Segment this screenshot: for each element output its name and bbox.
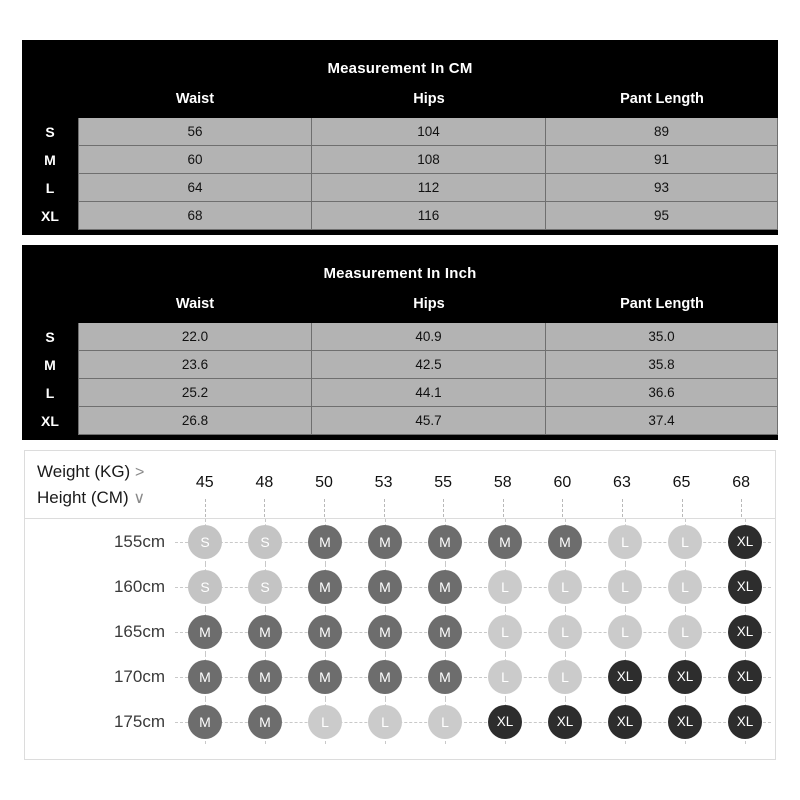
table-cell: 25.2	[78, 379, 312, 407]
size-bubble: L	[548, 660, 582, 694]
weight-tick	[235, 451, 295, 518]
weight-tick	[413, 451, 473, 518]
size-bubble: M	[308, 525, 342, 559]
matrix-cell	[235, 564, 295, 609]
measurement-table-inch	[22, 245, 778, 440]
table-cell: 112	[312, 174, 546, 202]
weight-value: 58	[493, 474, 512, 491]
size-bubble: M	[428, 525, 462, 559]
height-label: 160cm	[113, 576, 165, 596]
matrix-cell	[175, 609, 235, 654]
column-header-pant-length: Pant Length	[546, 285, 778, 323]
height-label: 165cm	[113, 621, 165, 641]
size-bubble: S	[248, 570, 282, 604]
table-cell: 35.0	[546, 323, 778, 351]
matrix-cell	[295, 699, 355, 744]
row-size-label: L	[22, 379, 78, 407]
weight-value: 68	[732, 474, 751, 491]
table-cell: 26.8	[78, 407, 312, 435]
size-bubble: L	[548, 570, 582, 604]
matrix-cell	[655, 609, 715, 654]
matrix-cell	[475, 564, 535, 609]
size-bubble: L	[548, 615, 582, 649]
table-cell: 68	[78, 202, 312, 230]
tick-dash	[562, 499, 564, 517]
size-bubble: L	[488, 660, 522, 694]
matrix-row-cells	[175, 699, 775, 744]
table-header-corner	[22, 80, 78, 118]
matrix-cell	[715, 654, 775, 699]
tick-dash	[264, 499, 266, 517]
row-size-label: S	[22, 118, 78, 146]
tick-dash	[205, 499, 207, 517]
size-bubble: XL	[728, 705, 762, 739]
row-size-label: XL	[22, 407, 78, 435]
tick-dash	[324, 499, 326, 517]
table-title-inch: Measurement In Inch	[323, 265, 477, 282]
size-bubble: M	[188, 705, 222, 739]
weight-value: 65	[672, 474, 691, 491]
size-bubble: XL	[668, 705, 702, 739]
matrix-axis-labels	[37, 459, 197, 511]
matrix-row	[25, 699, 775, 744]
size-bubble: L	[608, 525, 642, 559]
height-label: 175cm	[113, 711, 165, 731]
tick-dash	[503, 499, 505, 517]
size-bubble: XL	[728, 525, 762, 559]
table-cell: 42.5	[312, 351, 546, 379]
matrix-row-cells	[175, 564, 775, 609]
matrix-cell	[235, 699, 295, 744]
tick-dash	[741, 499, 743, 517]
weight-value: 63	[613, 474, 631, 491]
matrix-cell	[655, 699, 715, 744]
table-cell: 116	[312, 202, 546, 230]
matrix-cell	[475, 699, 535, 744]
size-bubble: S	[188, 525, 222, 559]
size-bubble: L	[608, 615, 642, 649]
matrix-row-cells	[175, 609, 775, 654]
height-label: 155cm	[113, 531, 165, 551]
table-grid-inch	[22, 285, 778, 435]
matrix-cell	[415, 699, 475, 744]
column-header-waist: Waist	[78, 80, 312, 118]
column-header-hips: Hips	[312, 285, 546, 323]
size-bubble: L	[608, 570, 642, 604]
matrix-cell	[235, 654, 295, 699]
size-bubble: S	[248, 525, 282, 559]
table-cell: 40.9	[312, 323, 546, 351]
matrix-cell	[295, 609, 355, 654]
size-bubble: XL	[668, 660, 702, 694]
matrix-cell	[595, 519, 655, 564]
size-bubble: L	[368, 705, 402, 739]
weight-tick	[354, 451, 414, 518]
table-cell: 60	[78, 146, 312, 174]
matrix-cell	[595, 564, 655, 609]
matrix-cell	[415, 609, 475, 654]
weight-value: 45	[195, 474, 214, 491]
matrix-cell	[595, 654, 655, 699]
size-bubble: M	[428, 660, 462, 694]
table-title-cm: Measurement In CM	[327, 60, 473, 77]
size-bubble: L	[668, 525, 702, 559]
size-bubble: M	[368, 570, 402, 604]
matrix-cell	[715, 609, 775, 654]
matrix-row	[25, 654, 775, 699]
size-bubble: XL	[608, 660, 642, 694]
weight-axis-label	[37, 459, 197, 485]
size-bubble: M	[308, 615, 342, 649]
matrix-cell	[655, 564, 715, 609]
tick-dash	[682, 499, 684, 517]
size-bubble: L	[668, 615, 702, 649]
table-grid-cm	[22, 80, 778, 230]
size-bubble: M	[248, 615, 282, 649]
column-header-waist: Waist	[78, 285, 312, 323]
table-cell: 45.7	[312, 407, 546, 435]
matrix-cell	[355, 654, 415, 699]
matrix-cell	[715, 564, 775, 609]
table-cell: 89	[546, 118, 778, 146]
table-cell: 35.8	[546, 351, 778, 379]
tick-dash	[622, 499, 624, 517]
size-bubble: M	[248, 660, 282, 694]
weight-tick	[533, 451, 593, 518]
matrix-cell	[415, 564, 475, 609]
size-bubble: M	[548, 525, 582, 559]
matrix-header	[25, 451, 775, 519]
size-bubble: XL	[488, 705, 522, 739]
matrix-row-cells	[175, 519, 775, 564]
weight-value: 55	[434, 474, 453, 491]
weight-tick	[294, 451, 354, 518]
matrix-cell	[595, 699, 655, 744]
table-cell: 22.0	[78, 323, 312, 351]
matrix-cell	[535, 654, 595, 699]
matrix-row	[25, 519, 775, 564]
size-bubble: M	[368, 615, 402, 649]
matrix-row-cells	[175, 654, 775, 699]
height-axis-label	[37, 485, 197, 511]
row-size-label: M	[22, 146, 78, 174]
size-bubble: M	[368, 525, 402, 559]
size-bubble: L	[488, 615, 522, 649]
size-bubble: S	[188, 570, 222, 604]
row-size-label: S	[22, 323, 78, 351]
weight-value: 60	[553, 474, 572, 491]
matrix-cell	[175, 519, 235, 564]
height-axis-text: Height (CM)	[37, 488, 129, 507]
size-bubble: M	[488, 525, 522, 559]
size-bubble: M	[308, 570, 342, 604]
matrix-cell	[295, 564, 355, 609]
table-cell: 108	[312, 146, 546, 174]
matrix-cell	[475, 654, 535, 699]
size-bubble: M	[188, 660, 222, 694]
matrix-cell	[175, 699, 235, 744]
weight-tick	[711, 451, 771, 518]
size-bubble: XL	[548, 705, 582, 739]
row-size-label: L	[22, 174, 78, 202]
matrix-cell	[475, 609, 535, 654]
table-cell: 36.6	[546, 379, 778, 407]
weight-value: 48	[255, 474, 274, 491]
tick-dash	[443, 499, 445, 517]
size-bubble: L	[668, 570, 702, 604]
size-bubble: M	[428, 570, 462, 604]
matrix-cell	[235, 609, 295, 654]
table-cell: 56	[78, 118, 312, 146]
height-label: 170cm	[113, 666, 165, 686]
matrix-cell	[655, 519, 715, 564]
matrix-cell	[535, 564, 595, 609]
size-bubble: M	[248, 705, 282, 739]
table-cell: 104	[312, 118, 546, 146]
weight-tick	[473, 451, 533, 518]
size-recommendation-matrix	[24, 450, 776, 760]
matrix-cell	[535, 609, 595, 654]
matrix-cell	[535, 519, 595, 564]
table-header-corner	[22, 285, 78, 323]
matrix-cell	[715, 519, 775, 564]
weight-axis-text: Weight (KG)	[37, 462, 131, 481]
matrix-cell	[475, 519, 535, 564]
size-bubble: L	[308, 705, 342, 739]
matrix-cell	[355, 699, 415, 744]
weight-tick	[652, 451, 712, 518]
weight-tick	[175, 451, 235, 518]
weight-value: 50	[315, 474, 333, 491]
matrix-row	[25, 564, 775, 609]
size-bubble: M	[368, 660, 402, 694]
matrix-cell	[415, 654, 475, 699]
matrix-body	[25, 519, 775, 759]
matrix-cell	[175, 564, 235, 609]
size-bubble: M	[188, 615, 222, 649]
table-cell: 93	[546, 174, 778, 202]
matrix-cell	[355, 519, 415, 564]
matrix-cell	[235, 519, 295, 564]
matrix-cell	[295, 654, 355, 699]
weight-value: 53	[374, 474, 393, 491]
table-cell: 23.6	[78, 351, 312, 379]
measurement-table-cm	[22, 40, 778, 235]
table-cell: 44.1	[312, 379, 546, 407]
matrix-cell	[655, 654, 715, 699]
size-bubble: XL	[728, 615, 762, 649]
matrix-cell	[355, 564, 415, 609]
table-cell: 91	[546, 146, 778, 174]
matrix-row	[25, 609, 775, 654]
size-bubble: M	[308, 660, 342, 694]
table-cell: 95	[546, 202, 778, 230]
size-bubble: XL	[728, 660, 762, 694]
matrix-cell	[355, 609, 415, 654]
table-cell: 64	[78, 174, 312, 202]
matrix-cell	[415, 519, 475, 564]
size-bubble: L	[428, 705, 462, 739]
weight-tick	[592, 451, 652, 518]
column-header-hips: Hips	[312, 80, 546, 118]
matrix-cell	[175, 654, 235, 699]
matrix-cell	[535, 699, 595, 744]
tick-dash	[384, 499, 386, 517]
row-size-label: XL	[22, 202, 78, 230]
arrow-down-icon: ∨	[133, 490, 146, 507]
matrix-cell	[595, 609, 655, 654]
size-bubble: L	[488, 570, 522, 604]
size-bubble: M	[428, 615, 462, 649]
arrow-right-icon: >	[134, 464, 145, 481]
row-size-label: M	[22, 351, 78, 379]
column-header-pant-length: Pant Length	[546, 80, 778, 118]
size-bubble: XL	[608, 705, 642, 739]
table-cell: 37.4	[546, 407, 778, 435]
size-bubble: XL	[728, 570, 762, 604]
weight-tick-row	[175, 451, 771, 518]
matrix-cell	[295, 519, 355, 564]
matrix-cell	[715, 699, 775, 744]
